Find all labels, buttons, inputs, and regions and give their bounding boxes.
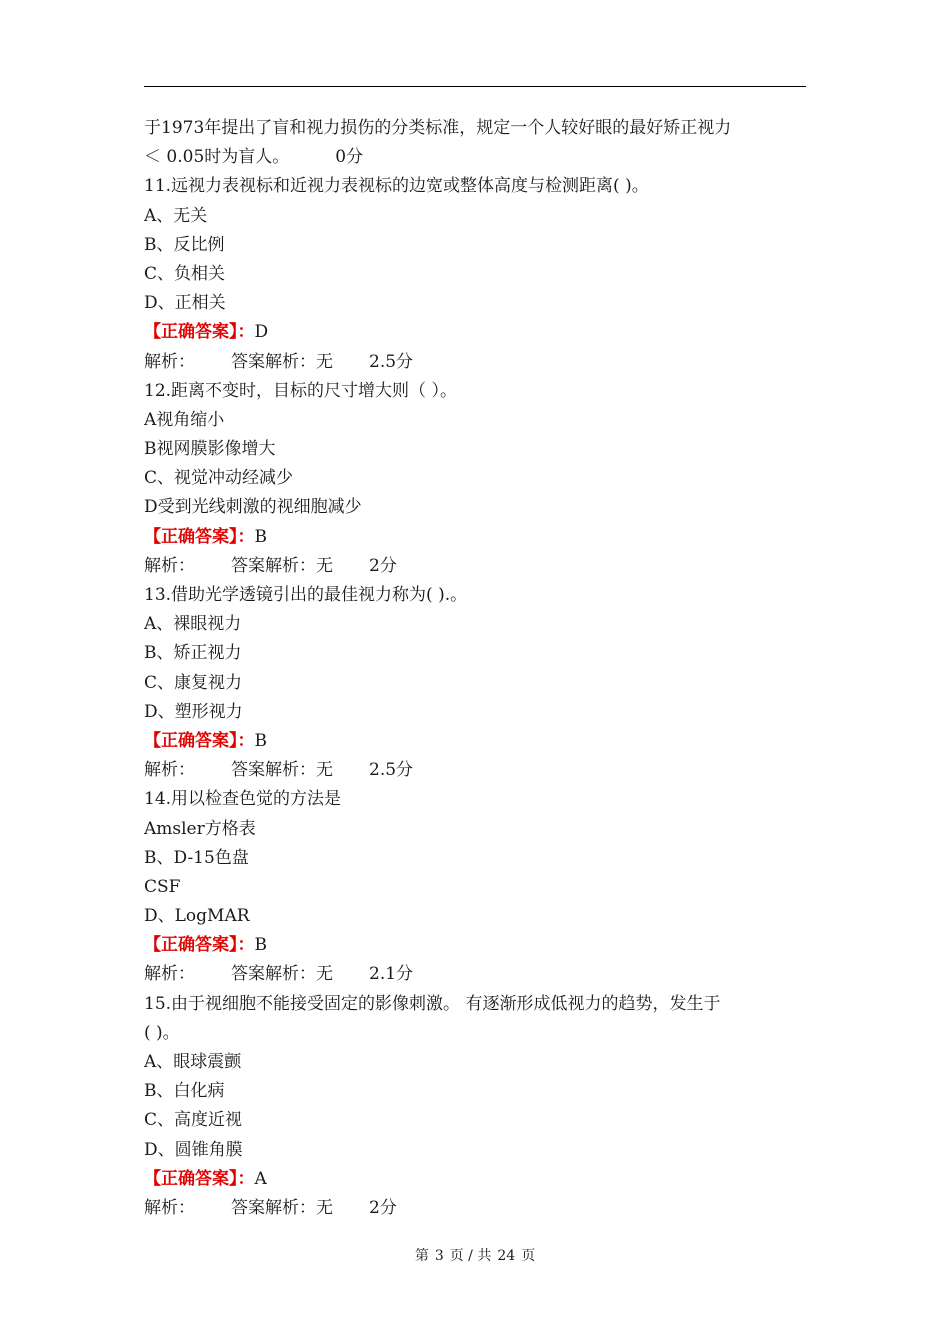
correct-answer-value: A	[254, 1168, 267, 1189]
correct-answer-label: 【正确答案】：	[144, 1168, 255, 1189]
correct-answer-label: 【正确答案】：	[144, 935, 255, 956]
question-option: A、眼球震颤	[144, 1052, 242, 1072]
footer-mid: 页 / 共	[449, 1248, 492, 1264]
analysis-label: 解析：	[144, 964, 195, 985]
correct-answer-value: D	[254, 322, 269, 343]
intro-score: 0分	[335, 147, 364, 168]
correct-answer-value: B	[254, 935, 267, 956]
score: 2.1分	[369, 964, 414, 985]
correct-answer	[144, 318, 808, 347]
question-option: C、负相关	[144, 263, 226, 284]
score: 2.5分	[369, 351, 414, 372]
score: 2分	[369, 555, 397, 576]
question-option: Amsler方格表	[144, 818, 256, 839]
question-stem: 13.借助光学透镜引出的最佳视力称为( ).。	[144, 585, 468, 605]
header-rule	[144, 86, 806, 87]
analysis-label: 解析：	[144, 760, 195, 781]
correct-answer-label: 【正确答案】：	[144, 526, 255, 547]
question-stem-continued: ( )。	[144, 1022, 180, 1043]
question-option: C、康复视力	[144, 672, 243, 693]
analysis-text: 答案解析：无	[231, 555, 333, 576]
correct-answer	[144, 523, 808, 552]
analysis-text: 答案解析：无	[231, 1197, 333, 1218]
footer-page-number: 3	[434, 1248, 444, 1264]
analysis-text: 答案解析：无	[231, 964, 333, 985]
correct-answer	[144, 1165, 808, 1194]
score: 2.5分	[369, 760, 414, 781]
question-option: D、正相关	[144, 293, 226, 314]
footer-total-pages: 24	[497, 1248, 516, 1264]
correct-answer-value: B	[254, 526, 267, 547]
question-option: A视角缩小	[144, 409, 225, 430]
analysis-line	[144, 1194, 808, 1223]
question-option: C、视觉冲动经减少	[144, 468, 294, 489]
question-option: A、无关	[144, 205, 208, 226]
analysis-line	[144, 960, 808, 989]
question-option: D、LogMAR	[144, 906, 250, 927]
question-option: D、塑形视力	[144, 701, 243, 722]
intro-text: ＜ 0.05时为盲人。	[144, 147, 290, 168]
correct-answer-value: B	[254, 730, 267, 751]
analysis-label: 解析：	[144, 351, 195, 372]
analysis-text: 答案解析：无	[231, 760, 333, 781]
question-option: CSF	[144, 876, 181, 897]
question-option: A、裸眼视力	[144, 614, 242, 635]
footer-suffix: 页	[521, 1248, 536, 1264]
question-option: B、白化病	[144, 1081, 225, 1102]
correct-answer-label: 【正确答案】：	[144, 322, 255, 343]
analysis-line	[144, 552, 808, 581]
question-option: D受到光线刺激的视细胞减少	[144, 497, 362, 518]
correct-answer-label: 【正确答案】：	[144, 730, 255, 751]
question-stem: 11.远视力表视标和近视力表视标的边宽或整体高度与检测距离( )。	[144, 176, 649, 197]
footer-prefix: 第	[414, 1248, 429, 1264]
intro-line-2	[144, 143, 808, 172]
correct-answer	[144, 727, 808, 756]
question-option: B、D-15色盘	[144, 847, 249, 868]
score: 2分	[369, 1197, 397, 1218]
question-option: D、圆锥角膜	[144, 1139, 243, 1160]
correct-answer	[144, 931, 808, 960]
question-option: B、矫正视力	[144, 643, 242, 664]
page-content	[144, 114, 808, 1223]
analysis-text: 答案解析：无	[231, 351, 333, 372]
analysis-line	[144, 756, 808, 785]
question-stem: 12.距离不变时，目标的尺寸增大则（ ）。	[144, 380, 457, 401]
question-option: C、高度近视	[144, 1110, 243, 1131]
analysis-line	[144, 348, 808, 377]
intro-line-1: 于1973年提出了盲和视力损伤的分类标准，规定一个人较好眼的最好矫正视力	[144, 118, 732, 138]
analysis-label: 解析：	[144, 1197, 195, 1218]
question-option: B视网膜影像增大	[144, 439, 276, 460]
question-stem: 15.由于视细胞不能接受固定的影像刺激。 有逐渐形成低视力的趋势，发生于	[144, 993, 721, 1014]
question-stem: 14.用以检查色觉的方法是	[144, 789, 342, 810]
question-option: B、反比例	[144, 234, 225, 255]
page-footer	[0, 1245, 950, 1265]
analysis-label: 解析：	[144, 555, 195, 576]
